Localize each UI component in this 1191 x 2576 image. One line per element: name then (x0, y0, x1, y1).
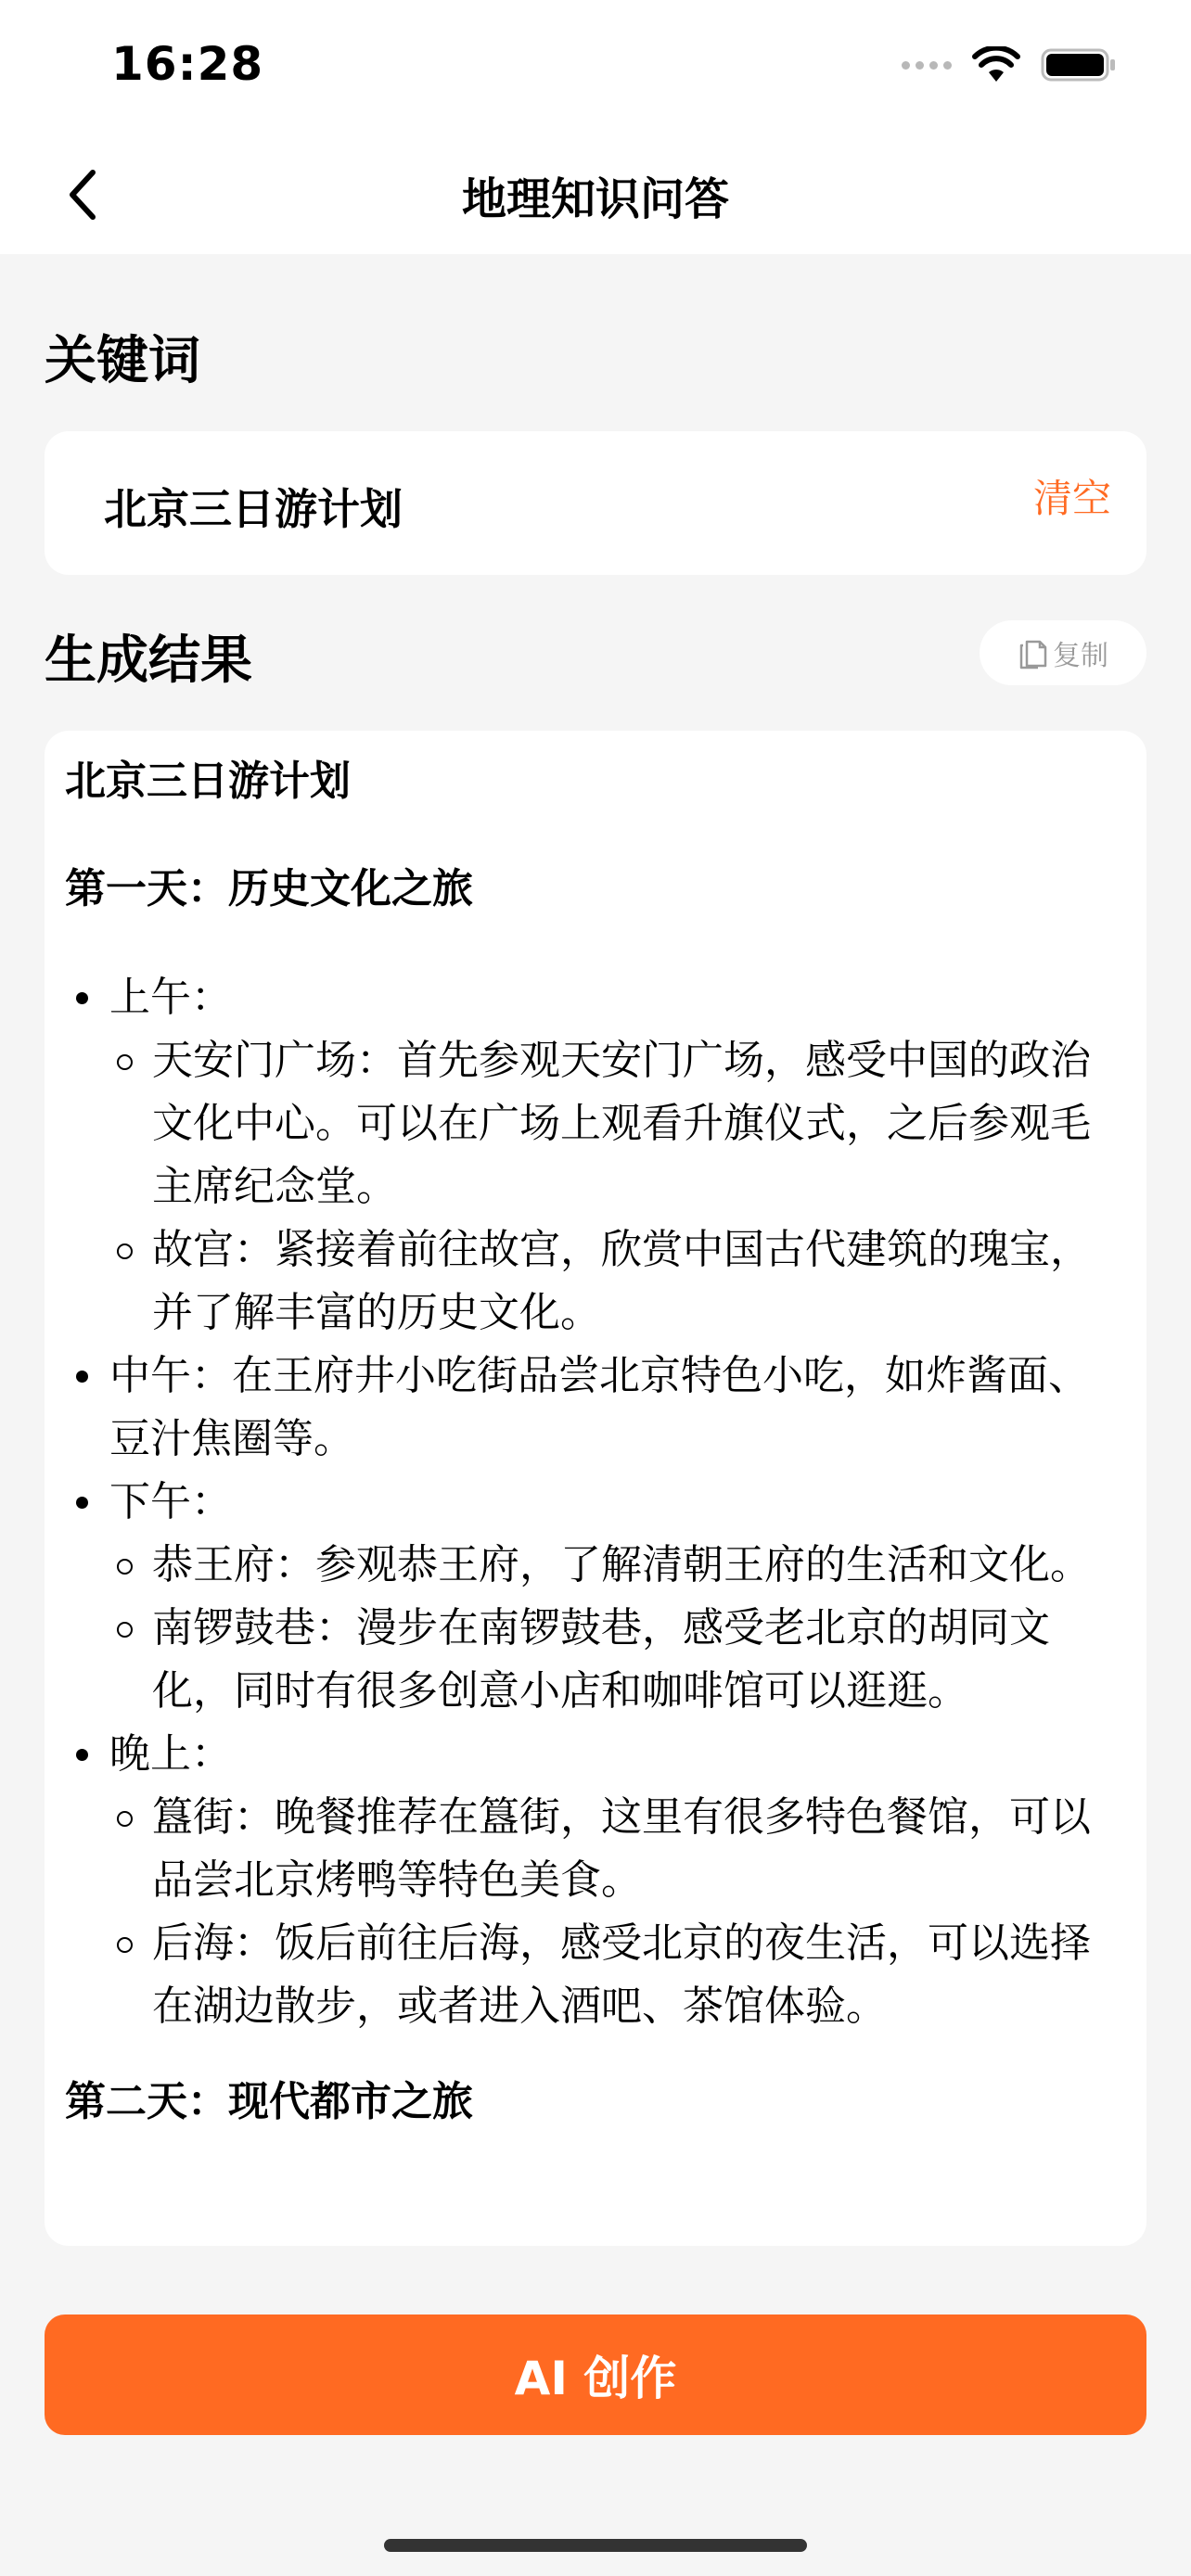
status-icons (902, 46, 1117, 83)
sub-list-item: 簋街：晚餐推荐在簋街，这里有很多特色餐馆，可以品尝北京烤鸭等特色美食。 (65, 1786, 1128, 1912)
day-two-title: 第二天：现代都市之旅 (65, 2078, 473, 2125)
keyword-input[interactable]: 北京三日游计划 (104, 484, 403, 534)
nav-bar (0, 130, 1191, 254)
result-title: 北京三日游计划 (65, 758, 351, 805)
status-time: 16:28 (111, 37, 264, 91)
result-section-title: 生成结果 (45, 631, 252, 691)
sub-list-item: 恭王府：参观恭王府，了解清朝王府的生活和文化。 (65, 1534, 1128, 1597)
list-item: 上午： (65, 966, 1128, 1029)
keyword-card[interactable] (45, 431, 1146, 575)
list-item: 下午： (65, 1471, 1128, 1534)
wifi-icon (972, 46, 1020, 83)
home-indicator (384, 2539, 807, 2552)
ai-create-button[interactable]: AI 创作 (45, 2315, 1146, 2435)
cellular-signal-icon (902, 61, 952, 70)
list-item: 中午：在王府井小吃街品尝北京特色小吃，如炸酱面、豆汁焦圈等。 (65, 1345, 1128, 1471)
result-content (65, 751, 1128, 2133)
battery-icon (1041, 46, 1117, 83)
sub-list-item: 后海：饭后前往后海，感受北京的夜生活，可以选择在湖边散步，或者进入酒吧、茶馆体验。 (65, 1912, 1128, 2038)
result-card (45, 731, 1146, 2246)
itinerary-list (65, 966, 1128, 2038)
list-item: 晚上： (65, 1723, 1128, 1786)
keyword-section-title: 关键词 (45, 331, 200, 391)
page-title: 地理知识问答 (461, 173, 729, 225)
sub-list-item: 南锣鼓巷：漫步在南锣鼓巷，感受老北京的胡同文化，同时有很多创意小店和咖啡馆可以逛逛。 (65, 1597, 1128, 1723)
status-bar (0, 0, 1191, 130)
clear-button[interactable]: 清空 (1032, 476, 1111, 521)
sub-list-item: 故宫：紧接着前往故宫，欣赏中国古代建筑的瑰宝，并了解丰富的历史文化。 (65, 1218, 1128, 1345)
day-one-title: 第一天：历史文化之旅 (65, 865, 473, 912)
copy-icon (1018, 636, 1047, 670)
sub-list-item: 天安门广场：首先参观天安门广场，感受中国的政治文化中心。可以在广场上观看升旗仪式，之后参观毛主席纪念堂。 (65, 1029, 1128, 1218)
copy-label: 复制 (1053, 640, 1108, 672)
copy-button[interactable] (980, 620, 1146, 685)
